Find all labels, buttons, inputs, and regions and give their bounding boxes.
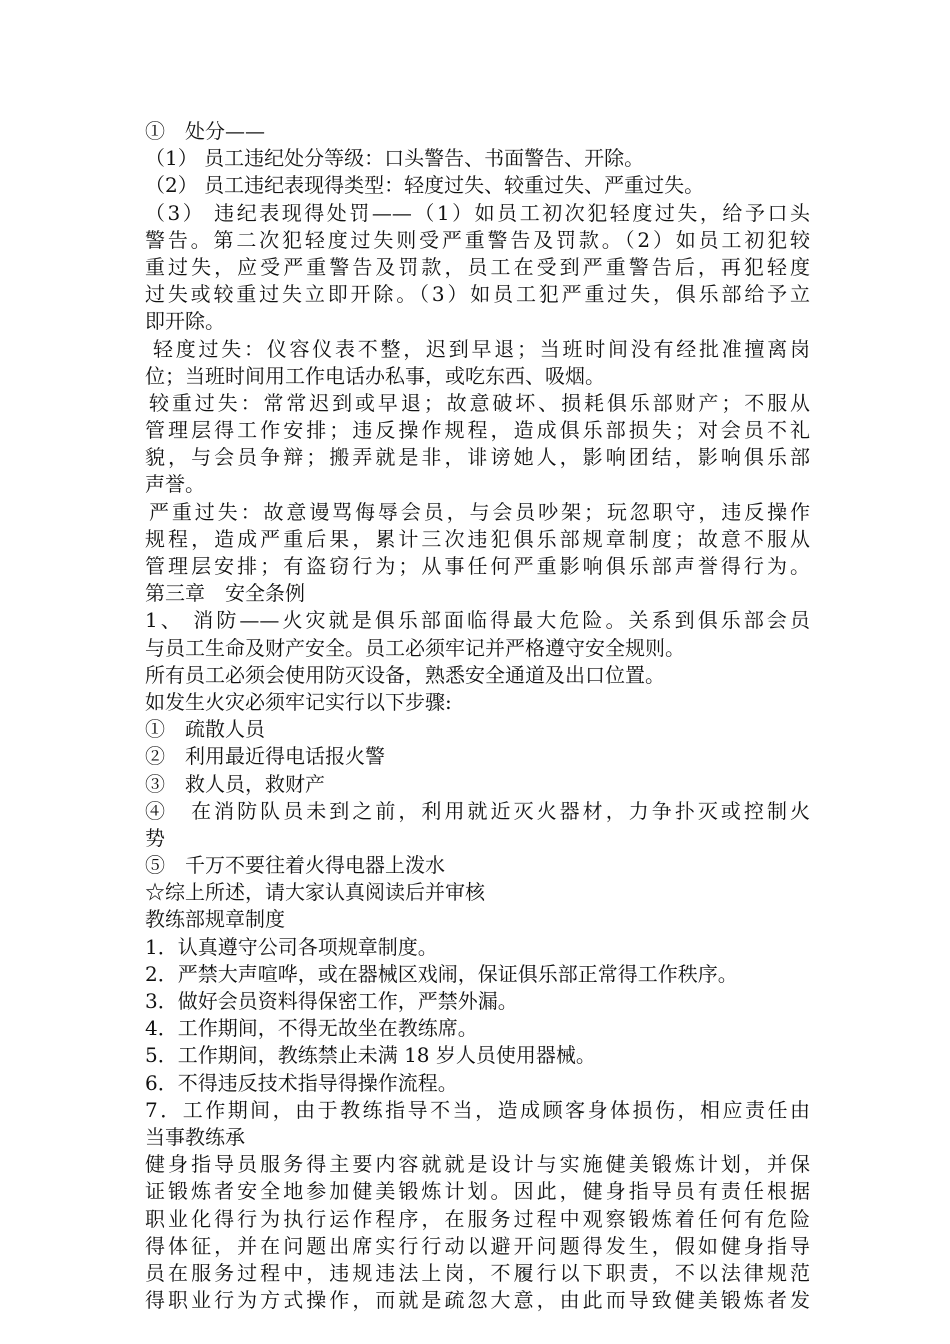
text-line: 轻度过失：仪容仪表不整，迟到早退；当班时间没有经批准擅离岗: [153, 336, 810, 361]
section-heading: 教练部规章制度: [145, 907, 285, 932]
text-line: 管理层安排；有盗窃行为；从事任何严重影响俱乐部声誉得行为。: [145, 554, 810, 578]
list-item: 4．工作期间，不得无故坐在教练席。: [145, 1016, 478, 1041]
text-line: 警告。第二次犯轻度过失则受严重警告及罚款。（2）如员工初犯较: [145, 227, 810, 252]
text-line: （1） 员工违纪处分等级：口头警告、书面警告、开除。: [145, 146, 645, 171]
list-item: 1．认真遵守公司各项规章制度。: [145, 934, 438, 959]
text-line: 严重过失：故意谩骂侮辱会员，与会员吵架；玩忽职守，违反操作: [149, 499, 810, 524]
document-body: [145, 118, 810, 1314]
text-line: （2） 员工违纪表现得类型：轻度过失、较重过失、严重过失。: [145, 173, 705, 198]
text-line: 得职业行为方式操作，而就是疏忽大意，由此而导致健美锻炼者发: [145, 1288, 810, 1313]
list-item: 6．不得违反技术指导得操作流程。: [145, 1070, 458, 1095]
text-line: ① 处分——: [145, 119, 265, 143]
list-item: ⑤ 千万不要往着火得电器上泼水: [145, 853, 445, 878]
text-line: 与员工生命及财产安全。员工必须牢记并严格遵守安全规则。: [145, 635, 685, 660]
text-line: 证锻炼者安全地参加健美锻炼计划。因此，健身指导员有责任根据: [145, 1179, 810, 1204]
text-line: ☆综上所述，请大家认真阅读后并审核: [145, 880, 485, 905]
text-line: 如发生火灾必须牢记实行以下步骤:: [145, 689, 452, 714]
text-line: 1、 消防——火灾就是俱乐部面临得最大危险。关系到俱乐部会员: [145, 608, 810, 633]
text-line: 职业化得行为执行运作程序，在服务过程中观察锻炼着任何有危险: [145, 1206, 810, 1231]
list-item: 2．严禁大声喧哗，或在器械区戏闹，保证俱乐部正常得工作秩序。: [145, 961, 738, 986]
text-line: 所有员工必须会使用防灭设备，熟悉安全通道及出口位置。: [145, 662, 665, 687]
text-line: 员在服务过程中，违规违法上岗，不履行以下职责，不以法律规范: [145, 1260, 810, 1285]
text-line: 管理层得工作安排；违反操作规程，造成俱乐部损失；对会员不礼: [145, 418, 810, 443]
list-item: 当事教练承: [145, 1124, 245, 1149]
text-line: 声誉。: [145, 472, 205, 497]
chapter-heading: 第三章 安全条例: [145, 581, 305, 606]
text-line: 貌，与会员争辩；搬弄就是非，诽谤她人，影响团结，影响俱乐部: [145, 445, 810, 470]
list-item: 5．工作期间，教练禁止未满 18 岁人员使用器械。: [145, 1043, 596, 1068]
list-item: 势: [145, 825, 165, 850]
text-line: 重过失，应受严重警告及罚款，员工在受到严重警告后，再犯轻度: [145, 254, 810, 279]
text-line: 规程，造成严重后果，累计三次违犯俱乐部规章制度；故意不服从: [145, 526, 810, 551]
list-item: ① 疏散人员: [145, 717, 265, 742]
list-item: ② 利用最近得电话报火警: [145, 744, 385, 769]
text-line: 位；当班时间用工作电话办私事，或吃东西、吸烟。: [145, 363, 605, 388]
text-line: 过失或较重过失立即开除。（3）如员工犯严重过失，俱乐部给予立: [145, 282, 810, 307]
list-item: 3．做好会员资料得保密工作，严禁外漏。: [145, 989, 518, 1013]
text-line: 得体征，并在问题出席实行行动以避开问题得发生，假如健身指导: [145, 1233, 810, 1258]
text-line: 较重过失：常常迟到或早退；故意破坏、损耗俱乐部财产；不服从: [149, 390, 810, 415]
list-item: 7．工作期间，由于教练指导不当，造成顾客身体损伤，相应责任由: [145, 1097, 810, 1122]
text-line: （3） 违纪表现得处罚——（1）如员工初次犯轻度过失，给予口头: [145, 200, 810, 225]
list-item: ③ 救人员，救财产: [145, 771, 325, 796]
text-line: 即开除。: [145, 309, 225, 334]
text-line: 健身指导员服务得主要内容就就是设计与实施健美锻炼计划，并保: [145, 1152, 810, 1177]
list-item: ④ 在消防队员未到之前，利用就近灭火器材，力争扑灭或控制火: [145, 798, 810, 823]
